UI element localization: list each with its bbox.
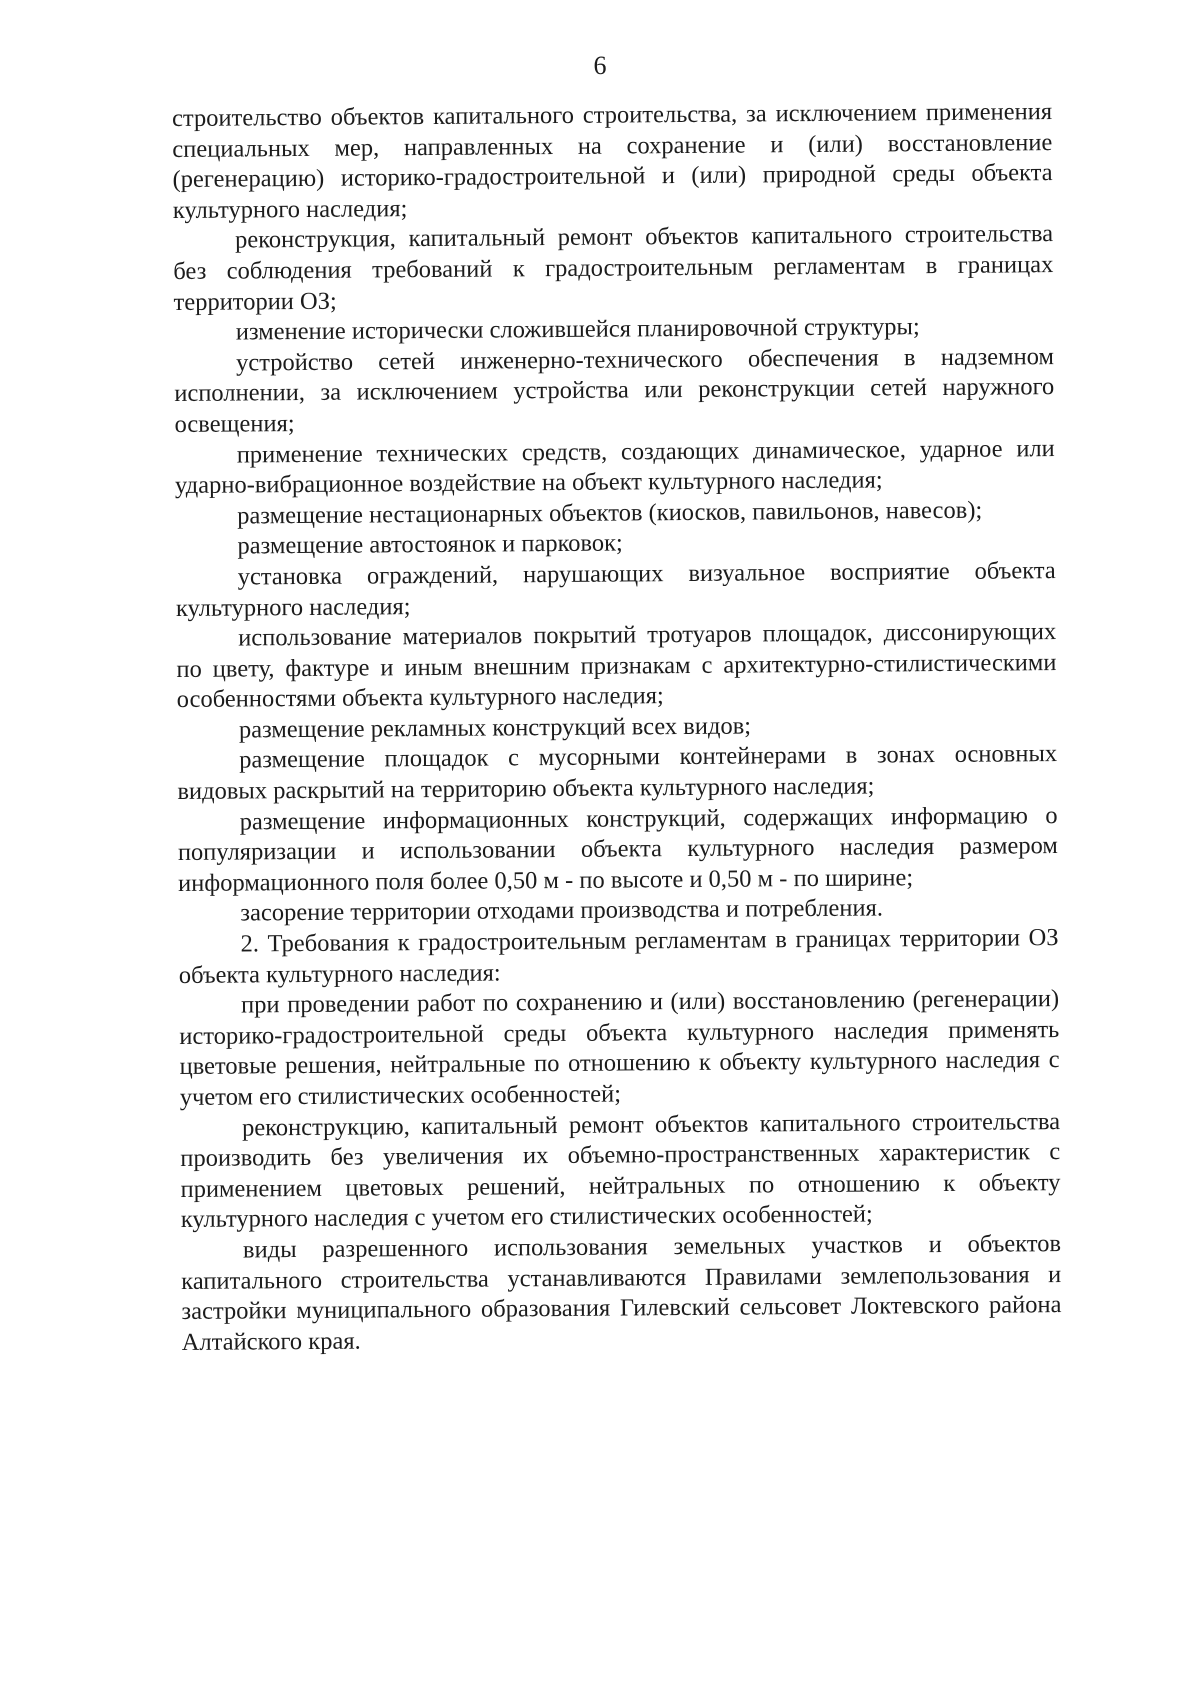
paragraph-10: размещение рекламных конструкций всех видов;	[238, 712, 752, 744]
paragraph-8: установка ограждений, нарушающих визуальное восприятие объекта культурного наследия;	[175, 556, 1056, 622]
paragraph-12: размещение информационных конструкций, содержащих информацию о популяризации и использовании объекта культурного наследия размером информационного поля более 0,50 м - по высоте и 0,50 м - по ширине;	[177, 801, 1058, 897]
paragraph-15: при проведении работ по сохранению и (или) восстановлению (регенерации) историко-градостроительной среды объекта культурного наследия применять цветовые решения, нейтральные по отношению к объекту культурного наследия с учетом его стилистических особенностей;	[179, 985, 1060, 1111]
paragraph-16: реконструкцию, капитальный ремонт объектов капитального строительства производить без увеличения их объемно-пространственных характеристик с применением цветовых решений, нейтральных по отношению к объекту культурного наследия с учетом его стилистических особенностей;	[180, 1107, 1061, 1234]
paragraph-13: засорение территории отходами производства и потребления.	[240, 894, 884, 927]
paragraph-7: размещение автостоянок и парковок;	[237, 529, 623, 560]
paragraph-4: устройство сетей инженерно-технического обеспечения в надземном исполнении, за исключением устройства или реконструкции сетей наружного освещения;	[174, 342, 1055, 438]
paragraph-5: применение технических средств, создающих динамическое, ударное или ударно-вибрационное воздействие на объект культурного наследия;	[174, 434, 1055, 500]
paragraph-6: размещение нестационарных объектов (киосков, павильонов, навесов);	[237, 496, 983, 530]
section-2-heading: 2. Требования к градостроительным регламентам в границах территории ОЗ объекта культурного наследия:	[178, 924, 1059, 989]
page-number: 6	[593, 51, 607, 80]
paragraph-1: строительство объектов капитального строительства, за исключением применения специальных мер, направленных на сохранение и (или) восстановление (регенерацию) историко-градостроительной и (или) природной среды объекта культурного наследия;	[172, 98, 1053, 224]
paragraph-17: виды разрешенного использования земельных участков и объектов капитального строительства устанавливаются Правилами землепользования и застройки муниципального образования Гилевский сельсовет Локтевского района Алтайского края.	[181, 1230, 1062, 1356]
paragraph-11: размещение площадок с мусорными контейнерами в зонах основных видовых раскрытий на территорию объекта культурного наследия;	[177, 740, 1058, 806]
paragraph-2: реконструкция, капитальный ремонт объектов капитального строительства без соблюдения требований к градостроительным регламентам в границах территории ОЗ;	[173, 220, 1054, 316]
paragraph-3: изменение исторически сложившейся планировочной структуры;	[235, 313, 920, 346]
paragraph-9: использование материалов покрытий тротуаров площадок, диссонирующих по цвету, фактуре и иным внешним признакам с архитектурно-стилистическими особенностями объекта культурного наследия;	[176, 618, 1057, 714]
document-body	[172, 97, 1062, 1358]
